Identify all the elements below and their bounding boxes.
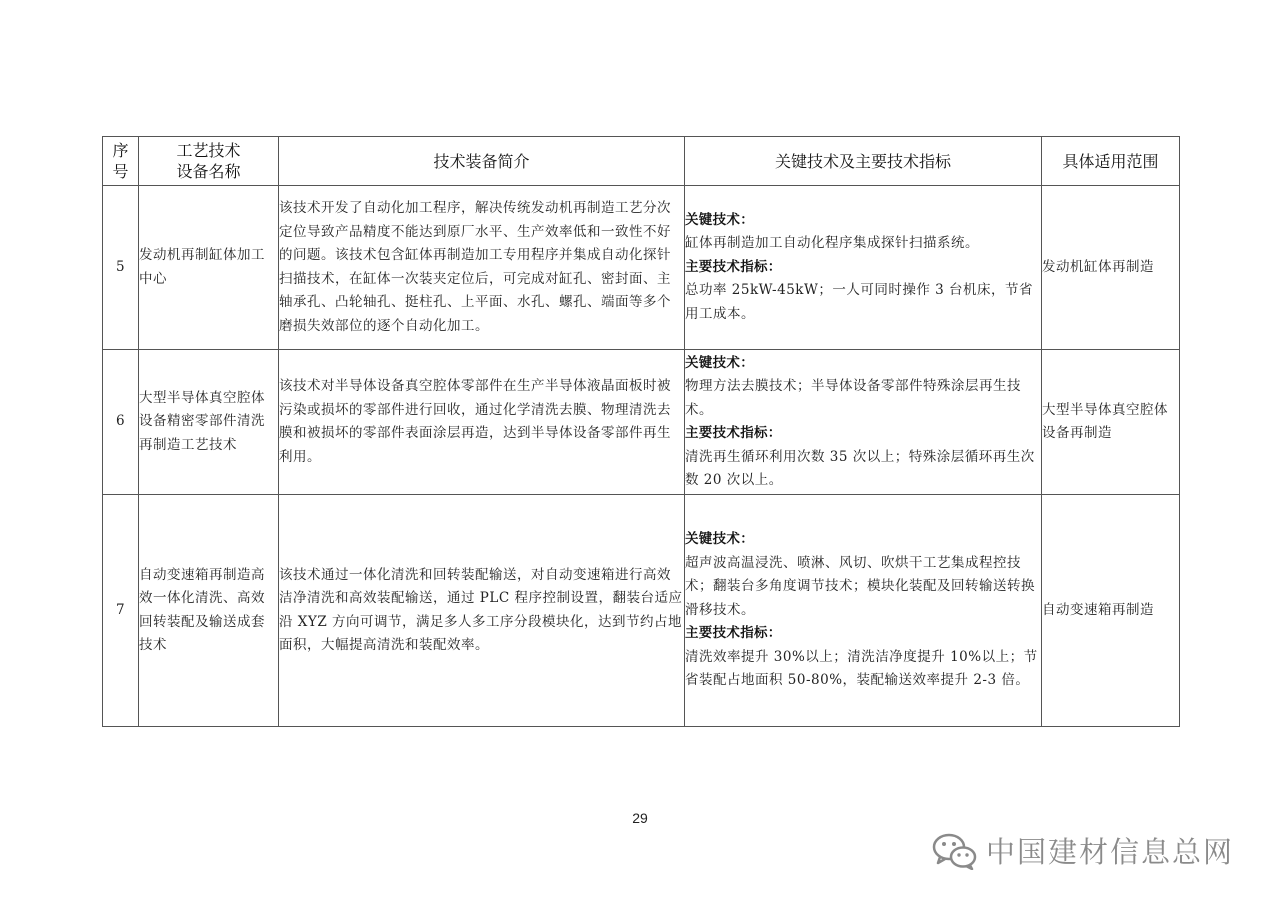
row-no: 5	[103, 186, 139, 350]
page-number: 29	[632, 810, 648, 826]
header-name-line1: 工艺技术	[176, 141, 241, 160]
table-row	[103, 350, 1180, 495]
row-desc: 该技术开发了自动化加工程序，解决传统发动机再制造工艺分次定位导致产品精度不能达到原厂水平、生产效率低和一致性不好的问题。该技术包含缸体再制造加工专用程序并集成自动化探针扫描技术，在缸体一次装夹定位后，可完成对缸孔、密封面、主轴承孔、凸轮轴孔、挺柱孔、上平面、水孔、螺孔、端面等多个磨损失效部位的逐个自动化加工。	[279, 186, 685, 350]
header-name-line2: 设备名称	[176, 162, 241, 181]
main-index-label: 主要技术指标：	[685, 425, 782, 441]
header-no-line2: 号	[112, 162, 129, 181]
header-no	[103, 137, 139, 186]
watermark	[932, 830, 1234, 871]
header-scope: 具体适用范围	[1042, 137, 1180, 186]
key-tech-label: 关键技术：	[685, 211, 754, 228]
wechat-icon	[932, 832, 978, 870]
key-tech-text: 超声波高温浸洗、喷淋、风切、吹烘干工艺集成程控技术；翻装台多角度调节技术；模块化装配及回转输送转换滑移技术。	[685, 554, 1035, 618]
key-tech-text: 缸体再制造加工自动化程序集成探针扫描系统。	[685, 235, 979, 252]
row-scope: 自动变速箱再制造	[1042, 495, 1180, 727]
header-key: 关键技术及主要技术指标	[685, 137, 1042, 186]
watermark-text: 中国建材信息总网	[986, 835, 1235, 869]
main-index-text: 总功率 25kW-45kW；一人可同时操作 3 台机床，节省用工成本。	[685, 282, 1034, 322]
main-index-text: 清洗效率提升 30%以上；清洗洁净度提升 10%以上；节省装配占地面积 50-80%，装配输送效率提升 2-3 倍。	[685, 648, 1038, 689]
technology-table	[102, 136, 1180, 727]
key-tech-label: 关键技术：	[685, 354, 754, 371]
row-name: 自动变速箱再制造高效一体化清洗、高效回转装配及输送成套技术	[139, 495, 279, 727]
main-index-text: 清洗再生循环利用次数 35 次以上；特殊涂层循环再生次数 20 次以上。	[685, 448, 1035, 488]
row-key	[685, 186, 1042, 350]
row-desc: 该技术对半导体设备真空腔体零部件在生产半导体液晶面板时被污染或损坏的零部件进行回收，通过化学清洗去膜、物理清洗去膜和被损坏的零部件表面涂层再造，达到半导体设备零部件再生利用。	[279, 350, 685, 495]
table-row	[103, 495, 1180, 727]
row-key	[685, 350, 1042, 495]
row-desc: 该技术通过一体化清洗和回转装配输送，对自动变速箱进行高效洁净清洗和高效装配输送，通过 PLC 程序控制设置，翻装台适应沿 XYZ 方向可调节，满足多人多工序分段模块化，达到节约占地面积，大幅提高清洗和装配效率。	[279, 495, 685, 727]
key-tech-label: 关键技术：	[685, 531, 754, 548]
key-tech-text: 物理方法去膜技术；半导体设备零部件特殊涂层再生技术。	[685, 378, 1021, 418]
table-row	[103, 186, 1180, 350]
row-scope: 大型半导体真空腔体设备再制造	[1042, 350, 1180, 495]
header-name	[139, 137, 279, 186]
row-no: 6	[103, 350, 139, 495]
header-desc: 技术装备简介	[279, 137, 685, 186]
row-key	[685, 495, 1042, 727]
main-index-label: 主要技术指标：	[685, 258, 782, 275]
main-index-label: 主要技术指标：	[685, 625, 782, 642]
header-no-line1: 序	[112, 141, 129, 160]
table-header-row	[103, 137, 1180, 186]
row-scope: 发动机缸体再制造	[1042, 186, 1180, 350]
row-no: 7	[103, 495, 139, 727]
row-name: 大型半导体真空腔体设备精密零部件清洗再制造工艺技术	[139, 350, 279, 495]
row-name: 发动机再制缸体加工中心	[139, 186, 279, 350]
